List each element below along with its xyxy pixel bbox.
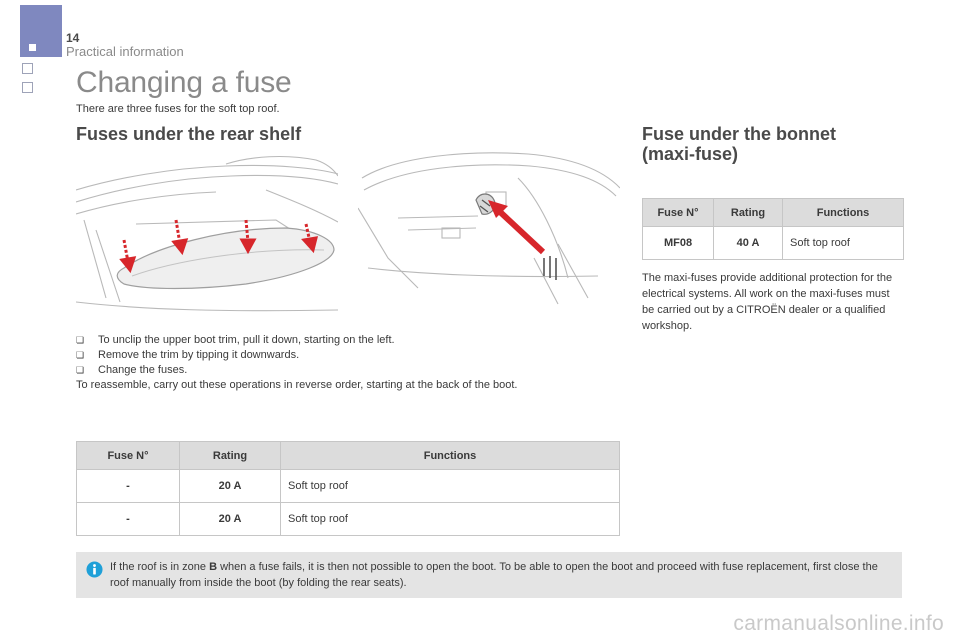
watermark: carmanualsonline.info: [733, 612, 944, 635]
col-rating: Rating: [180, 442, 281, 470]
fuse-number-cell: -: [77, 503, 180, 536]
bonnet-fuse-table: [642, 198, 904, 260]
fuse-number-cell: MF08: [643, 227, 714, 260]
maxi-fuse-description: The maxi-fuses provide additional protection for the electrical systems. All work on the maxi-fuses must be carried out by a CITROËN dealer or a qualified workshop.: [642, 272, 893, 332]
table-row: [77, 470, 620, 503]
reassemble-text: To reassemble, carry out these operations in reverse order, starting at the back of the boot.: [76, 379, 518, 391]
functions-cell: Soft top roof: [281, 470, 620, 503]
bonnet-illustration: [358, 148, 620, 306]
col-fuse-number: Fuse N°: [643, 199, 714, 227]
checkbox-bullet-icon: ❏: [76, 335, 85, 345]
step-3: [76, 363, 526, 378]
bonnet-heading: [642, 124, 836, 164]
page-number: 14: [66, 31, 80, 45]
rear-shelf-illustration: [76, 150, 338, 320]
step-2-text: Remove the trim by tipping it downwards.: [98, 349, 300, 361]
corner-outline-square-2: [22, 82, 33, 93]
rear-shelf-heading: Fuses under the rear shelf: [76, 124, 302, 144]
col-rating: Rating: [714, 199, 783, 227]
maxi-fuse-arrow: [488, 200, 543, 252]
step-3-text: Change the fuses.: [98, 364, 188, 376]
fuse-number-cell: -: [77, 470, 180, 503]
bonnet-heading-line2: (maxi-fuse): [642, 144, 739, 164]
rating-cell: 20 A: [180, 470, 281, 503]
step-1: [76, 333, 526, 348]
table-row: [643, 227, 904, 260]
page-corner-dot: [29, 44, 36, 51]
table-row: [77, 503, 620, 536]
bonnet-heading-line1: Fuse under the bonnet: [642, 124, 837, 144]
col-functions: Functions: [281, 442, 620, 470]
functions-cell: Soft top roof: [783, 227, 904, 260]
rear-shelf-trim: [117, 228, 334, 289]
rating-cell: 20 A: [180, 503, 281, 536]
info-text-after: when a fuse fails, it is then not possible to open the boot. To be able to open the boot and proceed with fuse replacement, first close the roof manually from inside the boot (by folding the rear seats).: [110, 561, 878, 589]
step-2: [76, 348, 526, 363]
info-icon: [86, 561, 103, 578]
page-corner-marker: [20, 5, 62, 57]
corner-outline-square-1: [22, 63, 33, 74]
info-text-before: If the roof is in zone: [110, 561, 210, 573]
col-fuse-number: Fuse N°: [77, 442, 180, 470]
table-header-row: [643, 199, 904, 227]
zone-label: B: [209, 561, 218, 573]
instructions: [76, 333, 526, 393]
functions-cell: Soft top roof: [281, 503, 620, 536]
intro-text: There are three fuses for the soft top roof.: [76, 103, 280, 115]
info-text: [110, 559, 890, 591]
section-label: Practical information: [66, 44, 184, 59]
rating-cell: 40 A: [714, 227, 783, 260]
col-functions: Functions: [783, 199, 904, 227]
rear-shelf-fuse-table: [76, 441, 620, 536]
page-title: Changing a fuse: [76, 66, 292, 99]
checkbox-bullet-icon: ❏: [76, 350, 85, 360]
checkbox-bullet-icon: ❏: [76, 365, 85, 375]
step-1-text: To unclip the upper boot trim, pull it down, starting on the left.: [98, 334, 395, 346]
table-header-row: [77, 442, 620, 470]
info-box: [76, 552, 902, 598]
fuse-arrow-1: [122, 240, 134, 270]
